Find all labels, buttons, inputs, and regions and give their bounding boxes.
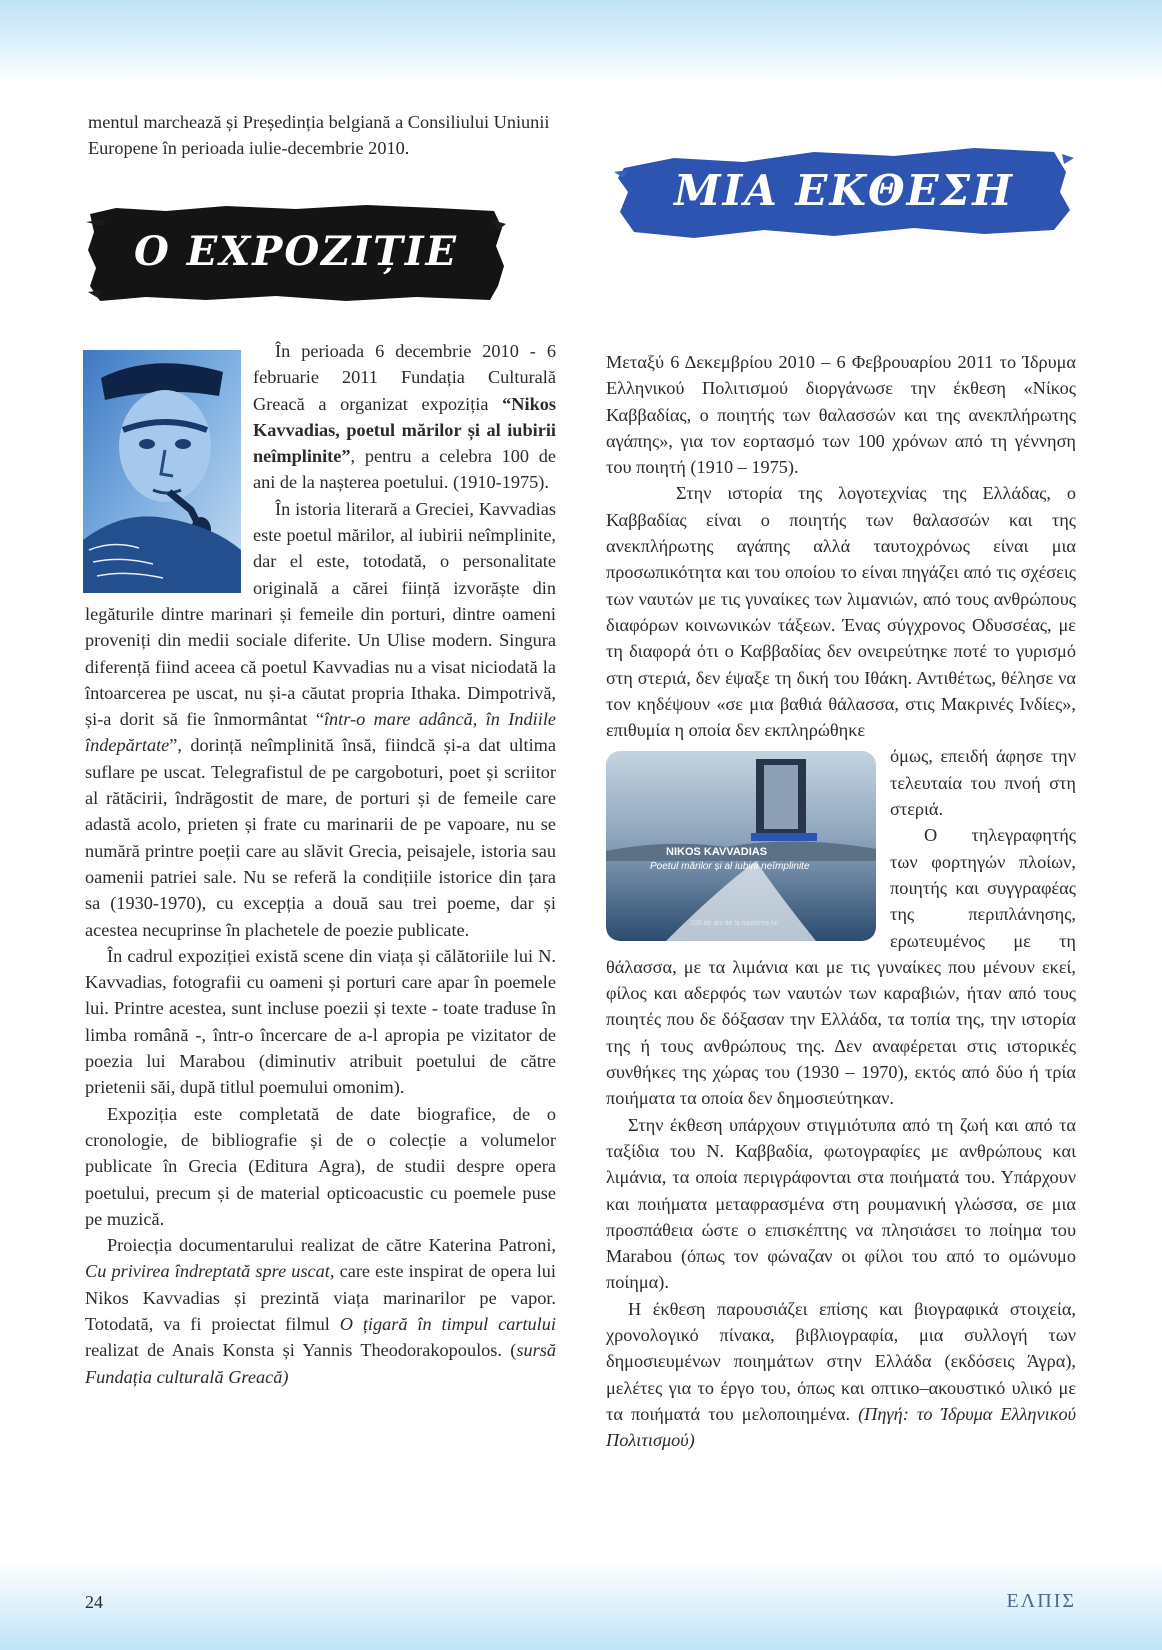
ro-p1-text: În perioada 6 decembrie 2010 - 6 februarie 2011 Fundația Culturală Greacă a organizat expoziția — [253, 341, 556, 414]
ro-paragraph-4: Expoziția este completată de date biografice, de o cronologie, de bibliografie și de o colecție a volumelor publicate în Grecia (Editura Agra), de studii despre opera poetului, precum și de material opticoacustic cu poemele puse pe muzică. — [85, 1103, 556, 1229]
ro-p5-text-end: realizat de Anais Konsta și Yannis Theodorakopoulos. ( — [85, 1340, 517, 1361]
gr-p5-text: Η έκθεση παρουσιάζει επίσης και βιογραφικά στοιχεία, χρονολογικό πίνακα, βιβλιογραφία, μια συλλογή των δημοσιευμένων ποιημάτων στην Ελλάδα (εκδόσεις Άγρα), μελέτες για το έργο του, όπως και οπτικο–ακουστικό υλικό με τα ποιήματά του μελοποιημένα. — [606, 1298, 1076, 1424]
greek-column — [606, 349, 1076, 1453]
romanian-column — [85, 338, 556, 1390]
gr-paragraph-4: Στην έκθεση υπάρχουν στιγμιότυπα από τη ζωή και από τα ταξίδια του Ν. Καββαδία, φωτογραφίες με ανθρώπους και λιμάνια, τα οποία περιγράφονται στα ποιήματά του. Υπάρχουν και ποιήματα μεταφρασμένα στη ρουμανική γλώσσα, σε μια προσπάθεια ώστε ο επισκέπτης να πλησιάσει το ποίημα του Marabou (όπως τον φώναζαν οι φίλοι του από το ομώνυμο ποίημα). — [606, 1114, 1076, 1293]
ro-p2-text: În istoria literară a Greciei, Kavvadias este poetul mărilor, al iubirii neîmplinite, dar el este, totodată, o personalitate originală a cărei ființă izvorăște din legăturile dintre marinari și femeile din porturi, dintre oameni proveniți din medii sociale diferite. Un Ulise modern. Singura diferență fiind aceea că poetul Kavvadias nu a visat niciodată la întoarcerea pe uscat, nu și-a căutat propria Ithaka. Dimpotrivă, și-a dorit să fie înmormântat “ — [85, 498, 556, 730]
poster-image — [606, 751, 876, 941]
intro-paragraph: mentul marchează și Președinția belgiană a Consiliului Uniunii Europene în perioada iulie-decembrie 2010. — [88, 112, 550, 158]
gr-paragraph-5 — [606, 1296, 1076, 1454]
ro-p1-exhibition-title: “Nikos Kavvadias, poetul mărilor și al iubirii neîmplinite” — [253, 393, 556, 467]
portrait-photo — [83, 350, 241, 593]
gr-paragraph-2-cont: όμως, επειδή άφησε την τελευταία του πνοή στη στεριά. — [890, 746, 1076, 820]
exhibition-poster — [606, 751, 876, 941]
ro-paragraph-5 — [85, 1232, 556, 1390]
gr-paragraph-3: Ο τηλεγραφητής των φορτηγών πλοίων, ποιητής και συγγραφέας της περιπλάνησης, ερωτευμένος με τη θάλασσα, με τα λιμάνια και με τις γυναίκες που μένουν εκεί, φίλος και αδερφός των ναυτών των καραβιών, ήταν από τους ποιητές που δε δόξασαν την Ελλάδα, τα τοπία της, την ιστορία της ή τους ανθρώπους της. Δεν αναφέρεται στις ιστορικές συνθήκες της χώρας του (1930 – 1970), εκτός από δύο ή τρία ποιήματα τα οποία δεν δημοσιεύτηκαν. — [606, 825, 1076, 1109]
top-gradient-band — [0, 0, 1162, 84]
ro-p1-text-end: , pentru a celebra 100 de ani de la nașterea poetului. (1910-1975). — [253, 446, 556, 493]
ro-p5-text: Proiecția documentarului realizat de către Katerina Patroni, — [107, 1235, 556, 1256]
gr-paragraph-2: Στην ιστορία της λογοτεχνίας της Ελλάδας, ο Καββαδίας είναι ο ποιητής των θαλασσών και της ανεκπλήρωτης αγάπης αλλά ταυτοχρόνως είναι μια προσωπικότητα και του οποίου το είναι πηγάζει από τις σχέσεις των ναυτών με τις γυναίκες των λιμανιών, από τους ανθρώπους διαφόρων κοινωνικών τάξεων. Ένας σύγχρονος Οδυσσέας, με τη διαφορά ότι ο Καββαδίας δεν ονειρεύτηκε ποτέ το γυρισμό στη στεριά, δεν έψαξε τη δική του Ιθάκη. Αντιθέτως, θέλησε να τον κηδέψουν «σε μια βαθιά θάλασσα, στις Μακρινές Ινδίες», επιθυμία η οποία δεν εκπληρώθηκε — [606, 483, 1076, 741]
ro-p2-text-end: ”, dorință neîmplinită însă, fiindcă și-a dat ultima suflare pe uscat. Telegrafistul de pe cargoboturi, poet și scriitor al rătăcirii, îndrăgostit de mare, de porturi și de femeile care adastă acolo, prieten și frate cu marinarii de pe vapoare, nu se numără printre poeții care au slăvit Grecia, peisajele, istoria sau oamenii patriei sale. Nu se referă la condițiile istorice din țara sa (1930-1970), cu excepția a două sau trei poeme, dar și acestea necuprinse în plachetele de poezie publicate. — [85, 735, 556, 940]
ro-p5-film-title: O țigară în timpul cartului — [339, 1313, 556, 1334]
poster-years: 100 de ani de la nașterea lui — [690, 920, 778, 928]
ro-p2-quote: într-o mare adâncă, în Indiile îndepărtate — [85, 709, 557, 756]
intro-text — [88, 109, 568, 161]
heading-gr-title: ΜΙΑ ΕΚΘΕΣΗ — [674, 166, 1014, 215]
ro-p5-source: sursă Fundația culturală Greacă) — [85, 1340, 556, 1387]
ro-p5-text-mid: , care este inspirat de opera lui Nikos Kavvadias și prezintă viața marinarilor pe vapor. Totodată, va fi proiectat filmul — [85, 1261, 556, 1334]
bottom-gradient-band — [0, 1560, 1162, 1650]
heading-ro-title: O EXPOZIȚIE — [133, 228, 459, 275]
ro-p5-documentary-title: Cu privirea îndreptată spre uscat — [85, 1261, 330, 1282]
portrait-image — [83, 350, 241, 593]
heading-expozitie — [86, 200, 506, 306]
ro-paragraph-3: În cadrul expoziției există scene din viața și călătoriile lui N. Kavvadias, fotografii cu oameni și porturi care apar în poemele lui. Printre acestea, sunt incluse poezii și texte - toate traduse în limba română -, într-o încercare de a-l apropia pe vizitator de poezia lui Marabou (diminutiv atribuit poetului de către prietenii săi, după titlul poemului omonim). — [85, 945, 556, 1098]
page-number: 24 — [85, 1592, 103, 1612]
gr-paragraph-1: Μεταξύ 6 Δεκεμβρίου 2010 – 6 Φεβρουαρίου 2011 το Ίδρυμα Ελληνικού Πολιτισμού διοργάνωσε την έκθεση «Νίκος Καββαδίας, ο ποιητής των θαλασσών και της ανεκπλήρωτης αγάπης», για τον εορτασμό των 100 χρόνων από τη γέννηση του ποιητή (1910 – 1975). — [606, 352, 1076, 478]
poster-subtitle: Poetul mărilor și al iubirii neîmplinite — [650, 861, 810, 873]
heading-mia-ekthesi — [614, 132, 1074, 246]
poster-name: NIKOS KAVVADIAS — [666, 846, 768, 859]
magazine-name: ΕΛΠΙΣ — [1006, 1590, 1076, 1612]
gr-p5-source: (Πηγή: το Ίδρυμα Ελληνικού Πολιτισμού) — [606, 1403, 1077, 1451]
